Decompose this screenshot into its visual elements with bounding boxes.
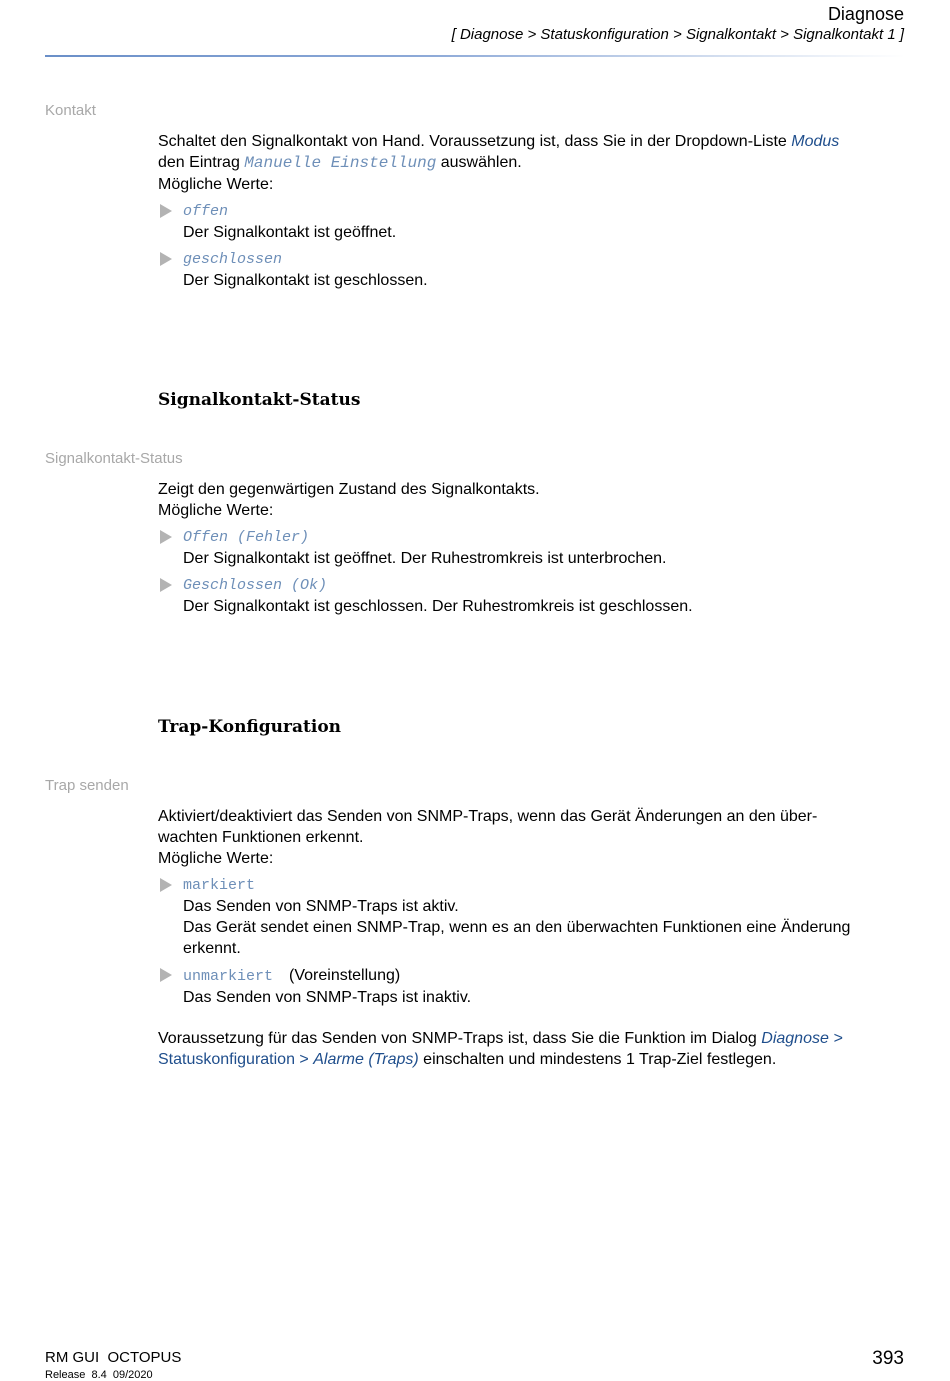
trap-values-label: Mögliche Werte: xyxy=(158,850,274,867)
footer-product: RM GUI OCTOPUS xyxy=(45,1349,182,1366)
trap-senden-block xyxy=(158,806,908,1070)
signalkontakt-status-block xyxy=(158,479,908,617)
value-offen-fehler-text: Der Signalkontakt ist geöffnet. Der Ruhestromkreis ist unterbrochen. xyxy=(183,550,667,567)
signalkontakt-status-values-label: Mögliche Werte: xyxy=(158,502,274,519)
kontakt-desc-part1: Schaltet den Signalkontakt von Hand. Voraussetzung ist, dass Sie in der Dropdown-Liste xyxy=(158,133,792,150)
margin-label-trap-senden: Trap senden xyxy=(45,777,129,794)
list-item xyxy=(158,249,908,291)
triangle-bullet-icon xyxy=(160,252,172,266)
footer-release: Release 8.4 09/2020 xyxy=(45,1369,153,1381)
list-item xyxy=(158,575,908,617)
signalkontakt-status-description: Zeigt den gegenwärtigen Zustand des Signalkontakts. xyxy=(158,481,540,498)
triangle-bullet-icon xyxy=(160,968,172,982)
page-header-title: Diagnose xyxy=(827,4,904,24)
list-item xyxy=(158,201,908,243)
value-offen-text: Der Signalkontakt ist geöffnet. xyxy=(183,224,397,241)
value-geschlossen-ok: Geschlossen (Ok) xyxy=(183,577,328,594)
trap-senden-description xyxy=(158,806,908,848)
value-markiert: markiert xyxy=(183,877,256,894)
trap-prerequisite-note xyxy=(158,1028,908,1070)
statuskonfiguration-link[interactable]: Statuskonfiguration > xyxy=(158,1051,309,1068)
list-item xyxy=(158,875,908,959)
breadcrumb: [ Diagnose > Statuskonfiguration > Signalkontakt > Signalkontakt 1 ] xyxy=(451,26,904,43)
value-offen: offen xyxy=(183,203,229,220)
triangle-bullet-icon xyxy=(160,878,172,892)
manuelle-einstellung-value: Manuelle Einstellung xyxy=(244,154,437,172)
value-unmarkiert-text: Das Senden von SNMP-Traps ist inaktiv. xyxy=(183,989,472,1006)
value-geschlossen: geschlossen xyxy=(183,251,283,268)
kontakt-desc-part2: den Eintrag xyxy=(158,154,245,171)
value-offen-fehler: Offen (Fehler) xyxy=(183,529,310,546)
kontakt-block xyxy=(158,131,908,291)
page-number: 393 xyxy=(872,1348,904,1369)
triangle-bullet-icon xyxy=(160,204,172,218)
kontakt-description xyxy=(158,131,908,174)
kontakt-values-label: Mögliche Werte: xyxy=(158,176,274,193)
header-divider xyxy=(45,55,905,57)
section-heading-signalkontakt-status: Signalkontakt-Status xyxy=(158,390,361,410)
modus-link[interactable]: Modus xyxy=(791,133,840,150)
trap-note-part2: einschalten und mindestens 1 Trap-Ziel festlegen. xyxy=(418,1051,777,1068)
value-geschlossen-text: Der Signalkontakt ist geschlossen. xyxy=(183,272,428,289)
triangle-bullet-icon xyxy=(160,578,172,592)
value-geschlossen-ok-text: Der Signalkontakt ist geschlossen. Der Ruhestromkreis ist geschlossen. xyxy=(183,598,693,615)
trap-desc-line2: wachten Funktionen erkennt. xyxy=(158,829,364,846)
list-item xyxy=(158,965,908,1008)
diagnose-link[interactable]: Diagnose > xyxy=(761,1030,843,1047)
kontakt-desc-part3: auswählen. xyxy=(436,154,522,171)
trap-desc-line1: Aktiviert/deaktiviert das Senden von SNMP-Traps, wenn das Gerät Änderungen an den über- xyxy=(158,808,818,825)
list-item xyxy=(158,527,908,569)
default-setting-note: (Voreinstellung) xyxy=(289,967,401,984)
margin-label-kontakt: Kontakt xyxy=(45,102,96,119)
margin-label-signalkontakt-status: Signalkontakt-Status xyxy=(45,450,183,467)
value-markiert-text2: Das Gerät sendet einen SNMP-Trap, wenn es an den überwachten Funktionen eine Änderung erkennt. xyxy=(183,919,851,957)
alarme-traps-link[interactable]: Alarme (Traps) xyxy=(313,1051,419,1068)
triangle-bullet-icon xyxy=(160,530,172,544)
trap-note-part1: Voraussetzung für das Senden von SNMP-Traps ist, dass Sie die Funktion im Dialog xyxy=(158,1030,762,1047)
value-unmarkiert: unmarkiert xyxy=(183,968,274,985)
value-unmarkiert-line xyxy=(183,965,908,987)
value-markiert-text1: Das Senden von SNMP-Traps ist aktiv. xyxy=(183,898,459,915)
section-heading-trap-konfiguration: Trap-Konfiguration xyxy=(158,717,342,737)
